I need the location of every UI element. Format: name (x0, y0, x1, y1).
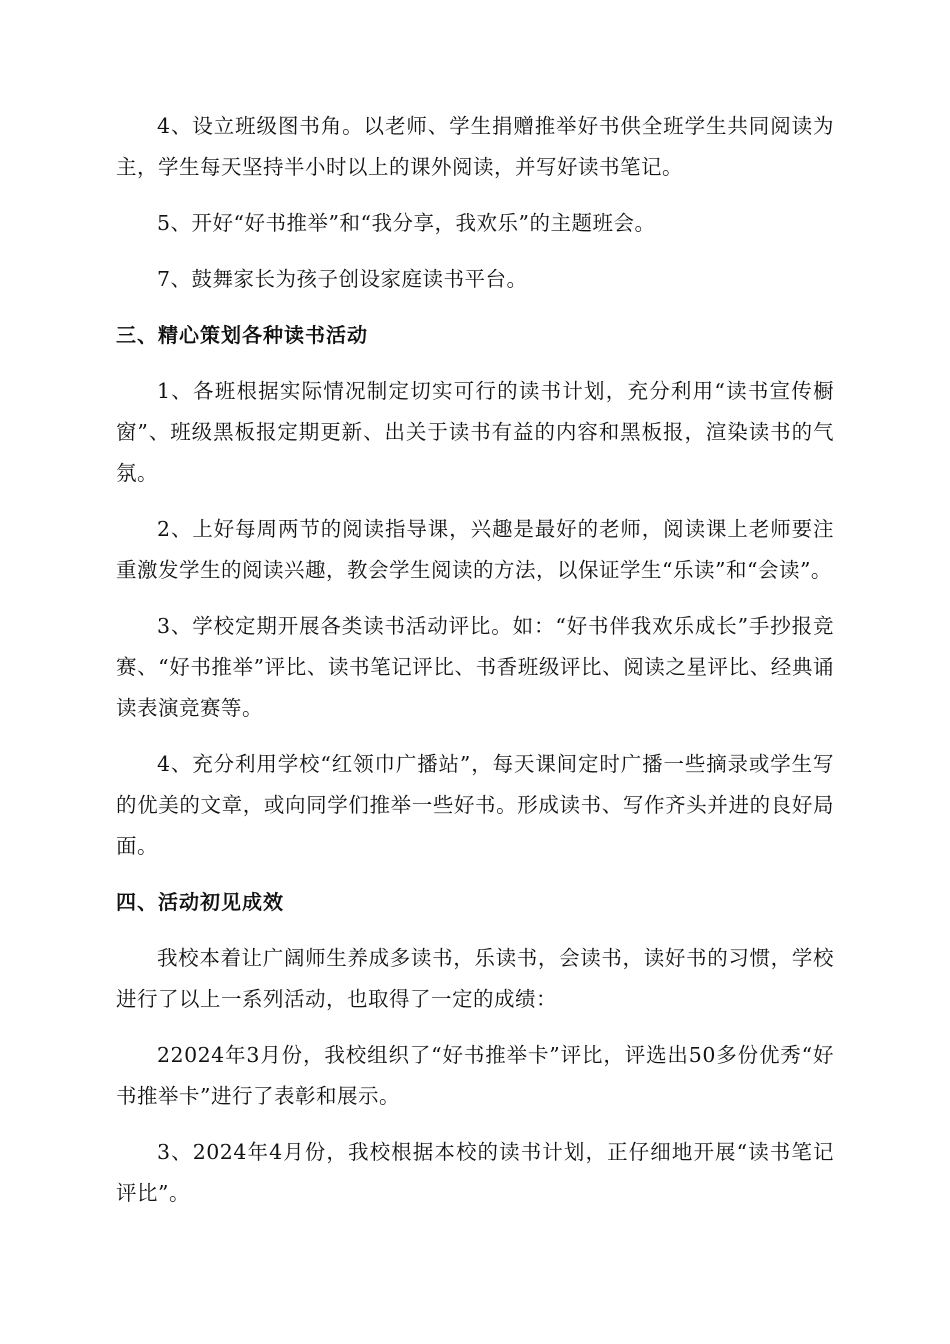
paragraph-spacer (116, 188, 834, 203)
paragraph-competitions: 3、学校定期开展各类读书活动评比。如：“好书伴我欢乐成长”手抄报竞赛、“好书推举”评比、读书笔记评比、书香班级评比、阅读之星评比、经典诵读表演竞赛等。 (116, 614, 834, 720)
paragraph-broadcast-station: 4、充分利用学校“红领巾广播站”，每天课间定时广播一些摘录或学生写的优美的文章，或向同学们推举一些好书。形成读书、写作齐头并进的良好局面。 (116, 752, 834, 858)
paragraph-reading-class: 2、上好每周两节的阅读指导课，兴趣是最好的老师，阅读课上老师要注重激发学生的阅读兴趣，教会学生阅读的方法，以保证学生“乐读”和“会读”。 (116, 517, 834, 582)
paragraph-reading-corner: 4、设立班级图书角。以老师、学生捐赠推举好书供全班学生共同阅读为主，学生每天坚持半小时以上的课外阅读，并写好读书笔记。 (116, 114, 834, 179)
paragraph-spacer (116, 494, 834, 509)
paragraph-spacer (116, 1117, 834, 1132)
paragraph-april-results: 3、2024年4月份，我校根据本校的读书计划，正仔细地开展“读书笔记评比”。 (116, 1140, 834, 1205)
paragraph-march-results: 22024年3月份，我校组织了“好书推举卡”评比，评选出50多份优秀“好书推举卡”进行了表彰和展示。 (116, 1043, 834, 1108)
paragraph-theme-meeting: 5、开好“好书推举”和“我分享，我欢乐”的主题班会。 (157, 211, 656, 235)
paragraph-results-intro: 我校本着让广阔师生养成多读书，乐读书，会读书，读好书的习惯，学校进行了以上一系列活动，也取得了一定的成绩： (116, 946, 834, 1011)
paragraph-spacer (116, 867, 834, 882)
paragraph-family-reading: 7、鼓舞家长为孩子创设家庭读书平台。 (157, 267, 528, 291)
paragraph-spacer (116, 591, 834, 606)
paragraph-spacer (116, 923, 834, 938)
paragraph-spacer (116, 244, 834, 259)
paragraph-spacer (116, 356, 834, 371)
paragraph-spacer (116, 729, 834, 744)
section-heading-results: 四、活动初见成效 (116, 890, 284, 914)
paragraph-spacer (116, 300, 834, 315)
paragraph-reading-plan: 1、各班根据实际情况制定切实可行的读书计划，充分利用“读书宣传橱窗”、班级黑板报定期更新、出关于读书有益的内容和黑板报，渲染读书的气氛。 (116, 379, 834, 485)
paragraph-spacer (116, 1020, 834, 1035)
section-heading-activities: 三、精心策划各种读书活动 (116, 323, 368, 347)
document-page (116, 106, 834, 1214)
